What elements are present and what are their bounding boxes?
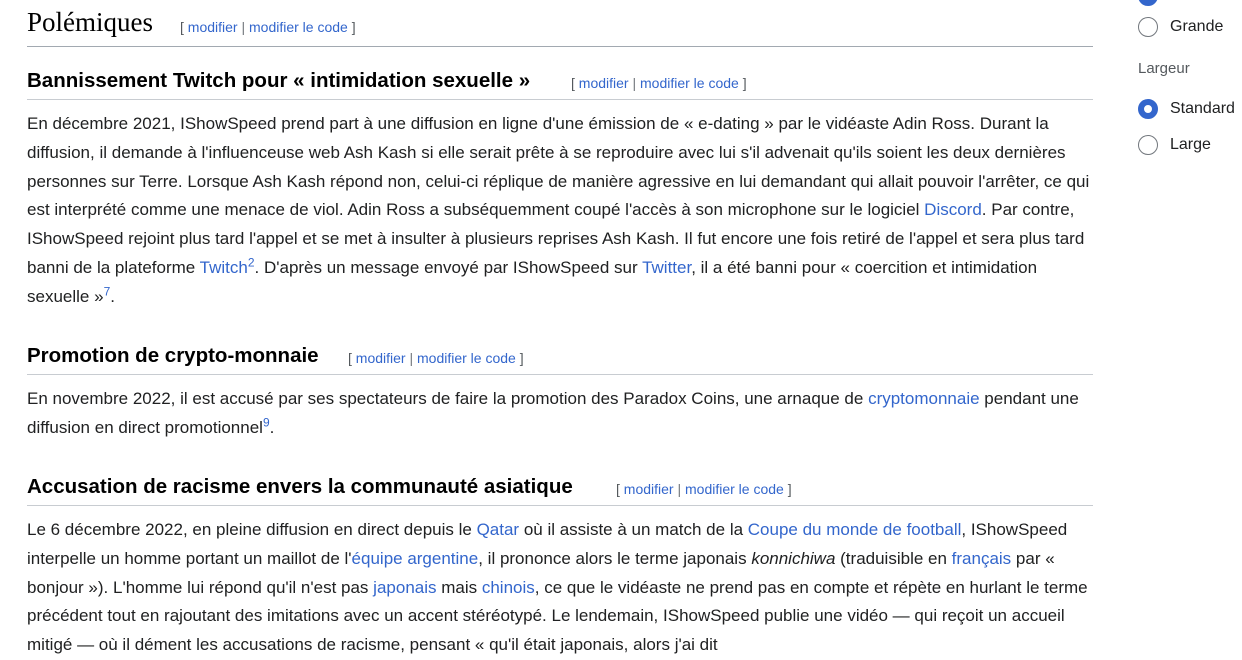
text: par « bonjour »). L'homme lui répond qu'il n'est pas (27, 548, 1055, 597)
bracket-close: ] (351, 19, 356, 35)
link-twitch[interactable]: Twitch (199, 257, 248, 277)
modify-link[interactable]: modifier (187, 19, 238, 35)
link-discord[interactable]: Discord (924, 200, 982, 220)
modify-link[interactable]: modifier (623, 481, 674, 497)
text: , ce que le vidéaste ne prend pas en compte et répète en hurlant le terme précédent tout en rajoutant des imitations avec un accent stéréotypé. Le lendemain, IShowSpeed publie une vidéo — qui reçoit un accueil mitigé — où il dément les accusations de racisme, pensant « qu'il était japonais, alors j'ai dit (27, 577, 1088, 655)
text: pendant une diffusion en direct promotionnel (27, 389, 1079, 437)
separator: | (409, 350, 414, 366)
link-twitter[interactable]: Twitter (642, 257, 692, 277)
link-equipe-argentine[interactable]: équipe argentine (351, 548, 479, 568)
section-edit-links (180, 19, 356, 35)
text: En décembre 2021, IShowSpeed prend part à une diffusion en ligne d'une émission de « e-dating » par le vidéaste Adin Ross. Durant la diffusion, il demande à l'influenceuse web Ash Kash si elle serait prête à se reproduire avec lui s'il advenait qu'ils soient les deux dernières personnes sur Terre. Lorsque Ash Kash répond non, celui-ci réplique de manière agressive en lui demandant qui allait pouvoir l'arrêter, ce qui est interprété comme une menace de viol. Adin Ross a subséquemment coupé l'accès à son microphone sur le logiciel (27, 114, 1090, 220)
reference-9[interactable]: 9 (262, 415, 270, 430)
subsection-edit-links (571, 75, 747, 91)
bracket-open: [ (616, 481, 620, 497)
group-label-largeur: Largeur (1138, 60, 1190, 77)
subsection-edit-links (348, 350, 524, 366)
separator: | (241, 19, 246, 35)
modify-link[interactable]: modifier (578, 75, 629, 91)
modify-code-link[interactable]: modifier le code (249, 19, 348, 35)
radio-standard[interactable] (1138, 99, 1158, 119)
text: , il a été banni pour « coercition et intimidation sexuelle » (27, 257, 1038, 306)
separator: | (632, 75, 637, 91)
section-title: Polémiques (27, 7, 153, 37)
subsection-title: Accusation de racisme envers la communauté asiatique (27, 475, 573, 498)
subsection-heading-crypto (27, 341, 1093, 375)
radio-label-standard: Standard (1170, 100, 1235, 117)
subsection-heading-racisme (27, 472, 1093, 506)
radio-label-grande: Grande (1170, 18, 1224, 35)
text: . (269, 417, 275, 437)
link-japonais[interactable]: japonais (373, 577, 437, 597)
text: mais (436, 577, 482, 597)
modify-link[interactable]: modifier (355, 350, 406, 366)
modify-code-link[interactable]: modifier le code (417, 350, 516, 366)
paragraph-twitch (27, 110, 1093, 312)
text: . D'après un message envoyé par IShowSpeed sur (254, 257, 643, 277)
link-francais[interactable]: français (951, 548, 1012, 568)
subsection-heading-twitch (27, 66, 1093, 100)
modify-code-link[interactable]: modifier le code (685, 481, 784, 497)
modify-code-link[interactable]: modifier le code (640, 75, 739, 91)
link-chinois[interactable]: chinois (481, 577, 535, 597)
radio-label-large: Large (1170, 136, 1211, 153)
italic-term: konnichiwa (751, 548, 836, 568)
radio-large[interactable] (1138, 135, 1158, 155)
subsection-edit-links (616, 481, 792, 497)
text: , IShowSpeed interpelle un homme portant un maillot de l' (27, 520, 1068, 568)
reference-7[interactable]: 7 (103, 284, 111, 299)
bracket-open: [ (571, 75, 575, 91)
text: (traduisible en (835, 548, 952, 568)
bracket-open: [ (348, 350, 352, 366)
paragraph-racisme (27, 516, 1093, 660)
bracket-close: ] (519, 350, 524, 366)
separator: | (677, 481, 682, 497)
link-cryptomonnaie[interactable]: cryptomonnaie (868, 389, 980, 408)
bracket-open: [ (180, 19, 184, 35)
link-coupe-du-monde[interactable]: Coupe du monde de football (747, 520, 962, 539)
radio-button-selected-partial[interactable] (1138, 0, 1158, 6)
bracket-close: ] (742, 75, 747, 91)
reference-2[interactable]: 2 (247, 255, 255, 270)
text: , il prononce alors le terme japonais (478, 548, 752, 568)
subsection-title: Promotion de crypto-monnaie (27, 344, 319, 367)
text: En novembre 2022, il est accusé par ses spectateurs de faire la promotion des Paradox Coins, une arnaque de (27, 389, 869, 408)
section-heading-polemiques (27, 0, 1093, 47)
radio-grande[interactable] (1138, 17, 1158, 37)
text: . Par contre, IShowSpeed rejoint plus tard l'appel et se met à insulter à plusieurs reprises Ash Kash. Il fut encore une fois retiré de l'appel et sera plus tard banni de la plateforme (27, 200, 1085, 277)
text: . (110, 286, 115, 306)
bracket-close: ] (787, 481, 792, 497)
text: où il assiste à un match de la (519, 520, 748, 539)
link-qatar[interactable]: Qatar (476, 520, 520, 539)
text: Le 6 décembre 2022, en pleine diffusion en direct depuis le (27, 520, 477, 539)
subsection-title: Bannissement Twitch pour « intimidation sexuelle » (27, 69, 531, 92)
paragraph-crypto (27, 385, 1093, 443)
